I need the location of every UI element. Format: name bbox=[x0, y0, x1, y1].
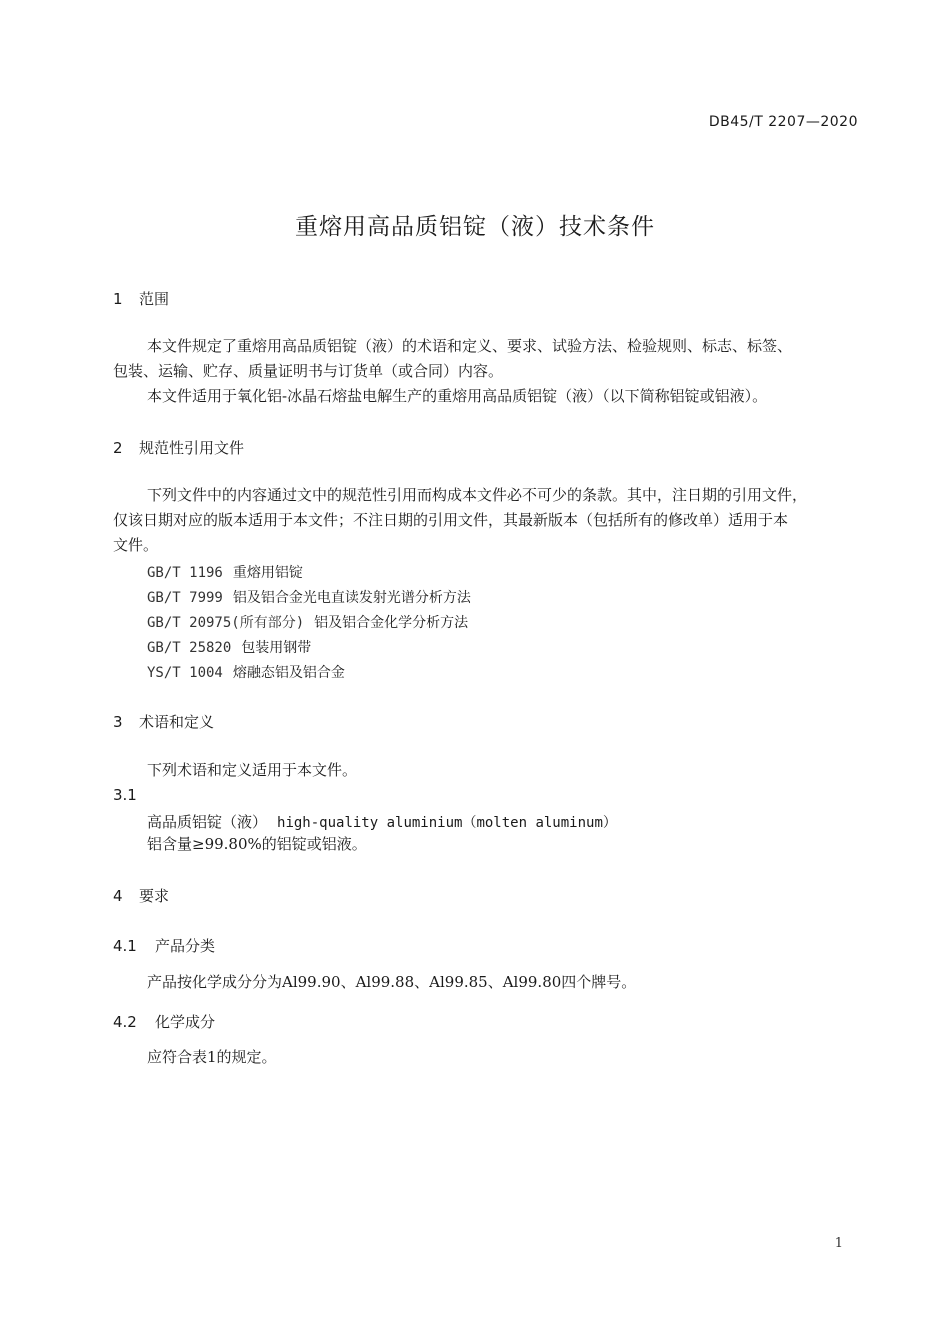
normative-intro-line: 下列文件中的内容通过文中的规范性引用而构成本文件必不可少的条款。其中，注日期的引用文件， bbox=[147, 486, 808, 504]
section-3-heading bbox=[113, 711, 214, 732]
term-chinese: 高品质铝锭（液） bbox=[147, 813, 268, 831]
scope-applicability: 本文件适用于氧化铝-冰晶石熔盐电解生产的重熔用高品质铝锭（液）（以下简称铝锭或铝液）。 bbox=[147, 387, 768, 405]
chemical-composition-text: 应符合表1的规定。 bbox=[147, 1048, 277, 1066]
term-definition: 铝含量≥99.80%的铝锭或铝液。 bbox=[147, 835, 367, 853]
document-code: DB45/T 2207—2020 bbox=[708, 114, 858, 130]
reference-item bbox=[147, 612, 468, 632]
reference-item bbox=[147, 662, 345, 682]
scope-paragraph-line: 本文件规定了重熔用高品质铝锭（液）的术语和定义、要求、试验方法、检验规则、标志、标签、 bbox=[147, 337, 793, 355]
section-2-heading bbox=[113, 437, 244, 458]
reference-title: 铝及铝合金化学分析方法 bbox=[314, 615, 469, 631]
subsection-title: 化学成分 bbox=[155, 1013, 216, 1031]
section-title: 术语和定义 bbox=[139, 713, 215, 731]
subsection-4-1-heading bbox=[113, 935, 215, 956]
reference-item bbox=[147, 587, 471, 607]
reference-code: GB/T 25820 bbox=[147, 640, 232, 656]
term-number: 3.1 bbox=[113, 786, 137, 804]
reference-code: GB/T 1196 bbox=[147, 565, 223, 581]
reference-code: GB/T 20975(所有部分) bbox=[147, 615, 305, 631]
section-number: 2 bbox=[113, 439, 123, 457]
reference-title: 重熔用铝锭 bbox=[232, 565, 303, 581]
product-classification-text: 产品按化学成分分为Al99.90、Al99.88、Al99.85、Al99.80四个牌号。 bbox=[147, 973, 637, 991]
document-title: 重熔用高品质铝锭（液）技术条件 bbox=[295, 214, 655, 240]
section-number: 1 bbox=[113, 290, 123, 308]
section-number: 3 bbox=[113, 713, 123, 731]
section-title: 要求 bbox=[139, 887, 170, 905]
reference-title: 包装用钢带 bbox=[241, 640, 312, 656]
reference-code: YS/T 1004 bbox=[147, 665, 223, 681]
scope-paragraph-line: 包装、运输、贮存、质量证明书与订货单（或合同）内容。 bbox=[113, 362, 504, 380]
term-entry bbox=[147, 811, 617, 832]
terms-intro: 下列术语和定义适用于本文件。 bbox=[147, 761, 358, 779]
reference-item bbox=[147, 637, 311, 657]
normative-intro-line: 文件。 bbox=[113, 536, 159, 554]
reference-title: 铝及铝合金光电直读发射光谱分析方法 bbox=[232, 590, 471, 606]
reference-code: GB/T 7999 bbox=[147, 590, 223, 606]
section-1-heading bbox=[113, 288, 169, 309]
reference-title: 熔融态铝及铝合金 bbox=[232, 665, 345, 681]
subsection-4-2-heading bbox=[113, 1011, 215, 1032]
normative-intro-line: 仅该日期对应的版本适用于本文件；不注日期的引用文件，其最新版本（包括所有的修改单）适用于本 bbox=[113, 511, 789, 529]
section-title: 规范性引用文件 bbox=[139, 439, 245, 457]
subsection-title: 产品分类 bbox=[155, 937, 216, 955]
page-number: 1 bbox=[834, 1236, 843, 1251]
term-english: high-quality aluminium（molten aluminum） bbox=[277, 815, 617, 831]
subsection-number: 4.1 bbox=[113, 937, 137, 955]
section-title: 范围 bbox=[139, 290, 170, 308]
section-4-heading bbox=[113, 885, 169, 906]
section-number: 4 bbox=[113, 887, 123, 905]
subsection-number: 4.2 bbox=[113, 1013, 137, 1031]
reference-item bbox=[147, 562, 303, 582]
